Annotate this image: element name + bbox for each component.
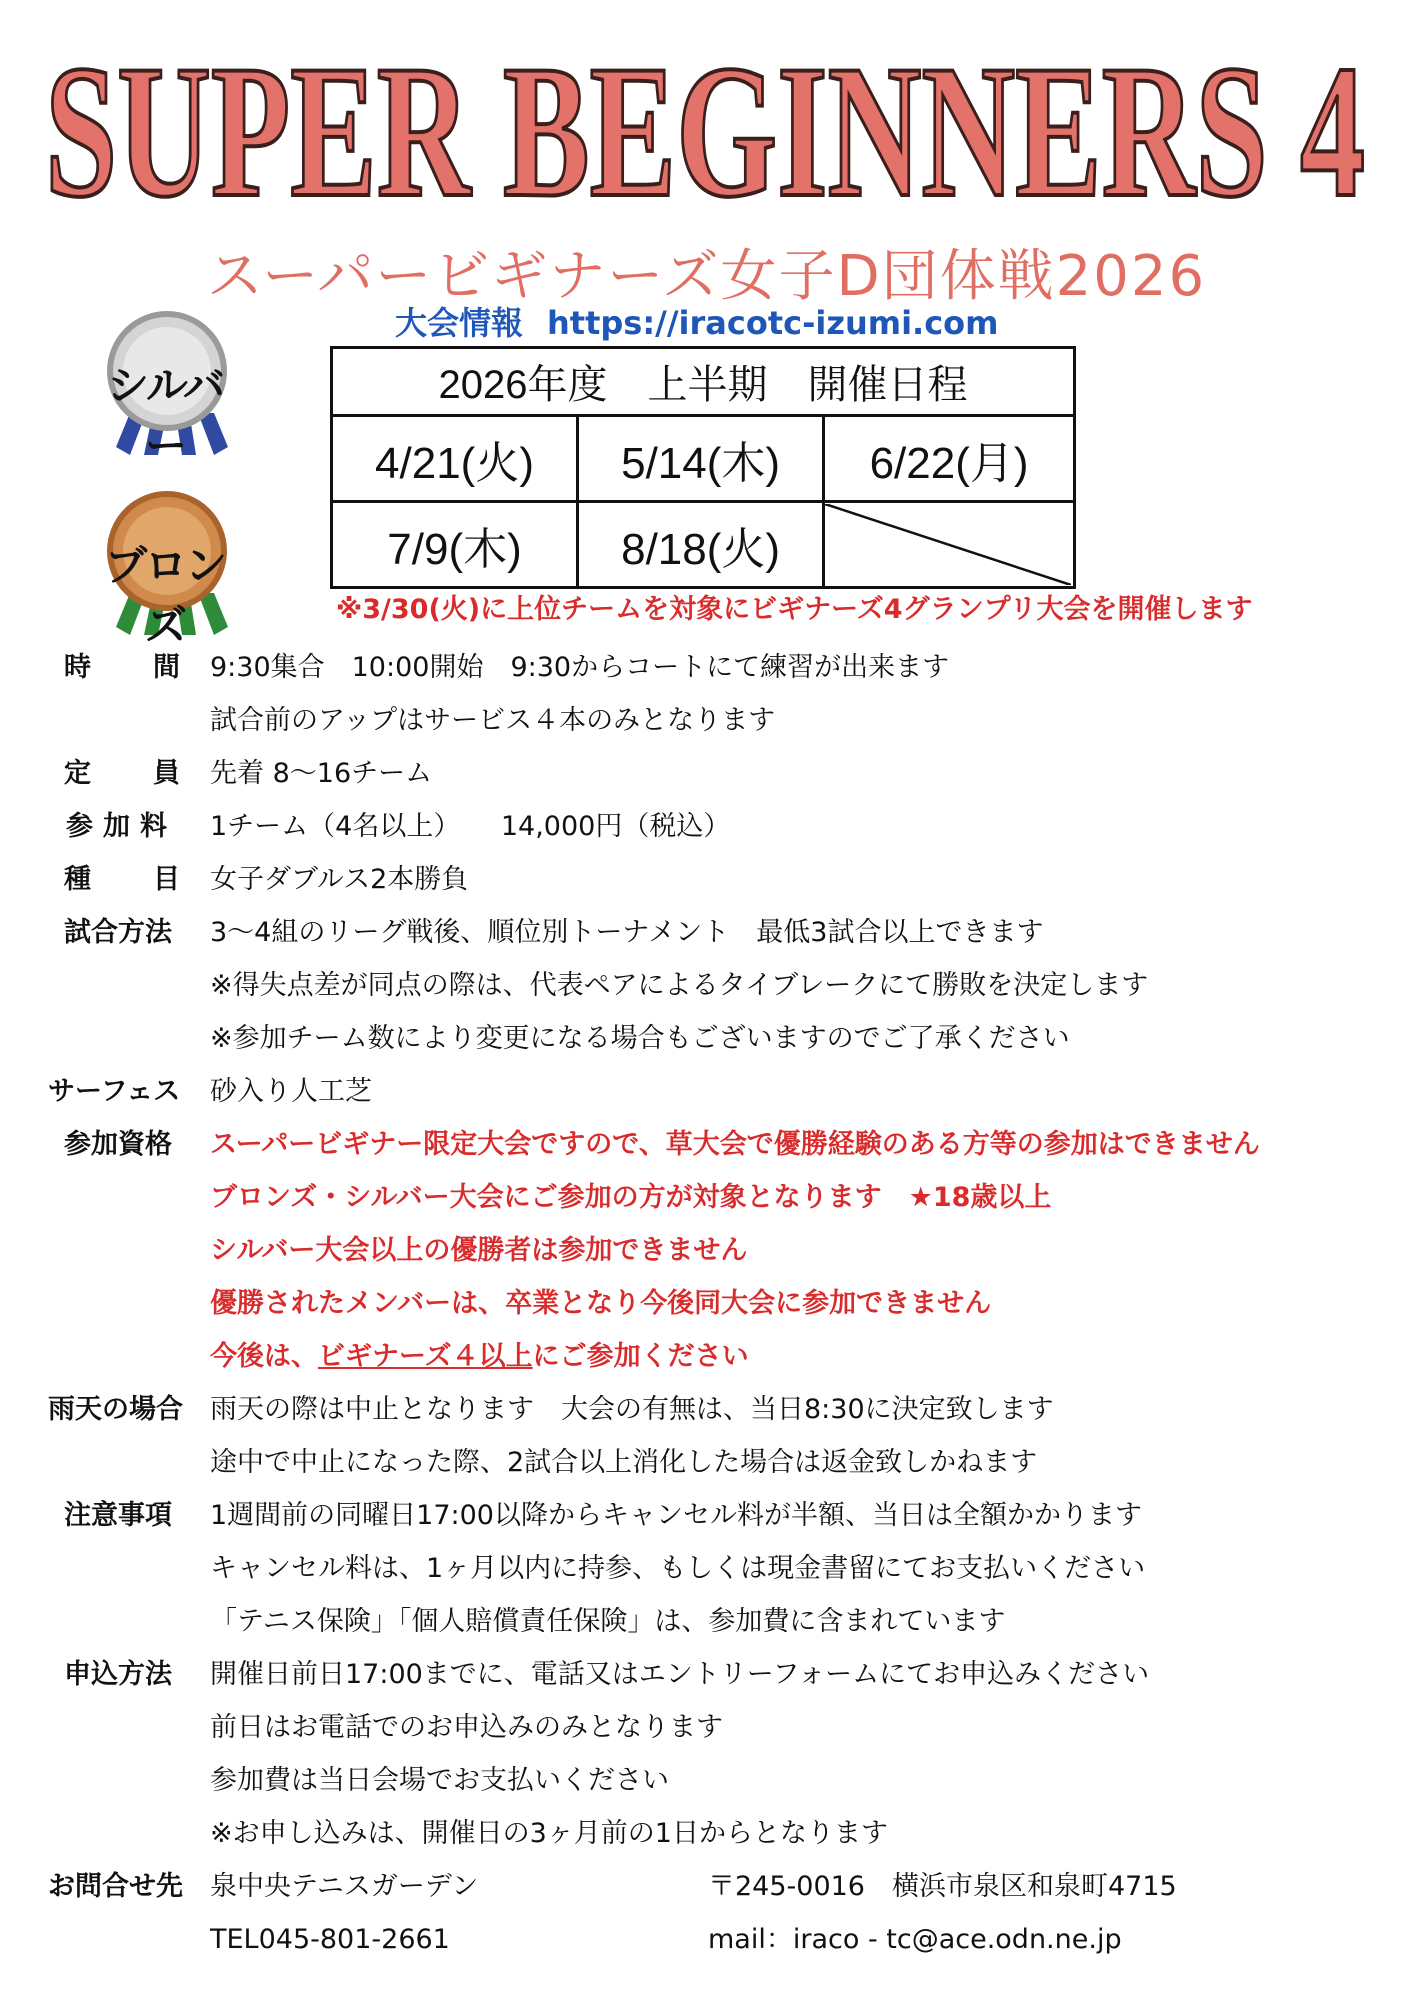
detail-value: 雨天の際は中止となります 大会の有無は、当日8:30に決定致します (210, 1394, 1054, 1425)
contact-email: mail：iraco - tc@ace.odn.ne.jp (708, 1924, 1122, 1955)
detail-value: 参加費は当日会場でお支払いください (210, 1765, 669, 1796)
detail-value: 1週間前の同曜日17:00以降からキャンセル料が半額、当日は全額かかります (210, 1500, 1142, 1531)
event-title (40, 40, 1370, 220)
schedule-date: 7/9(木) (332, 502, 578, 588)
detail-row-event (0, 855, 1413, 905)
underlined-text: ビギナーズ４以上 (318, 1341, 533, 1372)
detail-value: ※お申し込みは、開催日の3ヶ月前の1日からとなります (210, 1818, 888, 1849)
detail-row (0, 1332, 1413, 1382)
detail-row-format (0, 908, 1413, 958)
contact-address: 〒245-0016 横浜市泉区和泉町4715 (708, 1871, 1177, 1902)
detail-value: キャンセル料は、1ヶ月以内に持参、もしくは現金書留にてお支払いください (210, 1553, 1146, 1584)
detail-label (64, 855, 180, 905)
info-label: 大会情報 (395, 304, 524, 342)
silver-label: シルバー (106, 361, 223, 470)
detail-row-contact (0, 1862, 1413, 1912)
detail-label (64, 643, 180, 693)
schedule-table (330, 346, 1076, 589)
schedule-date: 8/18(火) (578, 502, 824, 588)
label-char: 時 (64, 652, 91, 683)
bronze-medal (90, 485, 240, 650)
detail-row (0, 1597, 1413, 1647)
detail-row-rain (0, 1385, 1413, 1435)
detail-value: 3～4組のリーグ戦後、順位別トーナメント 最低3試合以上できます (210, 917, 1044, 948)
schedule-heading: 2026年度 上半期 開催日程 (332, 348, 1075, 416)
detail-row (0, 1438, 1413, 1488)
detail-row-surface (0, 1067, 1413, 1117)
detail-row-eligibility (0, 1120, 1413, 1170)
schedule-empty-cell (824, 502, 1075, 588)
detail-label: サーフェス (48, 1076, 181, 1107)
detail-value: 先着 8～16チーム (210, 758, 433, 789)
detail-row (0, 1703, 1413, 1753)
schedule-date: 6/22(月) (824, 416, 1075, 502)
detail-row (0, 696, 1413, 746)
detail-row (0, 1756, 1413, 1806)
detail-row (0, 1915, 1413, 1965)
contact-phone: TEL045-801-2661 (210, 1924, 450, 1955)
detail-value: シルバー大会以上の優勝者は参加できません (210, 1235, 748, 1266)
detail-value: 1チーム（4名以上） 14,000円（税込） (210, 811, 731, 842)
detail-row-caution (0, 1491, 1413, 1541)
detail-value: ブロンズ・シルバー大会にご参加の方が対象となります ★18歳以上 (210, 1182, 1052, 1213)
detail-row (0, 1279, 1413, 1329)
detail-value: 試合前のアップはサービス４本のみとなります (210, 705, 776, 736)
detail-row-apply (0, 1650, 1413, 1700)
schedule-date: 4/21(火) (332, 416, 578, 502)
detail-value: 9:30集合 10:00開始 9:30からコートにて練習が出来ます (210, 652, 950, 683)
label-char: 目 (153, 864, 180, 895)
detail-label: 参加資格 (64, 1129, 172, 1160)
detail-row (0, 1544, 1413, 1594)
detail-row-capacity (0, 749, 1413, 799)
label-char: 員 (153, 758, 180, 789)
detail-value: ※参加チーム数により変更になる場合もございますのでご了承ください (210, 1023, 1070, 1054)
detail-value: 優勝されたメンバーは、卒業となり今後同大会に参加できません (210, 1288, 992, 1319)
label-char: 定 (64, 758, 91, 789)
detail-label: お問合せ先 (48, 1871, 183, 1902)
detail-value (210, 1332, 749, 1382)
detail-label: 注意事項 (64, 1500, 172, 1531)
detail-value: 女子ダブルス2本勝負 (210, 864, 469, 895)
event-title-text: SUPER BEGINNERS 4 (45, 40, 1365, 220)
detail-label: 参加料 (66, 811, 177, 842)
detail-value: スーパービギナー限定大会ですので、草大会で優勝経験のある方等の参加はできません (210, 1129, 1260, 1160)
info-line (395, 298, 999, 344)
text-part: 今後は、 (210, 1341, 318, 1372)
detail-row (0, 1173, 1413, 1223)
detail-label: 試合方法 (64, 917, 172, 948)
detail-value: 開催日前日17:00までに、電話又はエントリーフォームにてお申込みください (210, 1659, 1150, 1690)
info-url-link[interactable]: https://iracotc-izumi.com (547, 304, 999, 342)
contact-name: 泉中央テニスガーデン (210, 1871, 479, 1902)
detail-value: 前日はお電話でのお申込みのみとなります (210, 1712, 723, 1743)
detail-value: 砂入り人工芝 (210, 1076, 372, 1107)
bronze-label: ブロンズ (104, 541, 225, 650)
grand-prix-note: ※3/30(火)に上位チームを対象にビギナーズ4グランプリ大会を開催します (336, 594, 1253, 625)
detail-row (0, 1226, 1413, 1276)
detail-row (0, 1809, 1413, 1859)
text-part: にご参加ください (532, 1341, 749, 1372)
diagonal-line-icon (825, 504, 1071, 585)
detail-row (0, 961, 1413, 1011)
detail-row-fee (0, 802, 1413, 852)
detail-label: 申込方法 (64, 1659, 172, 1690)
detail-value: 途中で中止になった際、2試合以上消化した場合は返金致しかねます (210, 1447, 1038, 1478)
silver-medal (90, 305, 240, 470)
detail-label (64, 749, 180, 799)
detail-row (0, 1014, 1413, 1064)
label-char: 種 (64, 864, 91, 895)
event-subtitle: スーパービギナーズ女子D団体戦2026 (206, 244, 1207, 309)
detail-value: 「テニス保険」「個人賠償責任保険」は、参加費に含まれています (210, 1606, 1006, 1637)
label-char: 間 (153, 652, 180, 683)
detail-row-time (0, 643, 1413, 693)
detail-label: 雨天の場合 (48, 1394, 183, 1425)
detail-value: ※得失点差が同点の際は、代表ペアによるタイブレークにて勝敗を決定します (210, 970, 1149, 1001)
schedule-date: 5/14(木) (578, 416, 824, 502)
